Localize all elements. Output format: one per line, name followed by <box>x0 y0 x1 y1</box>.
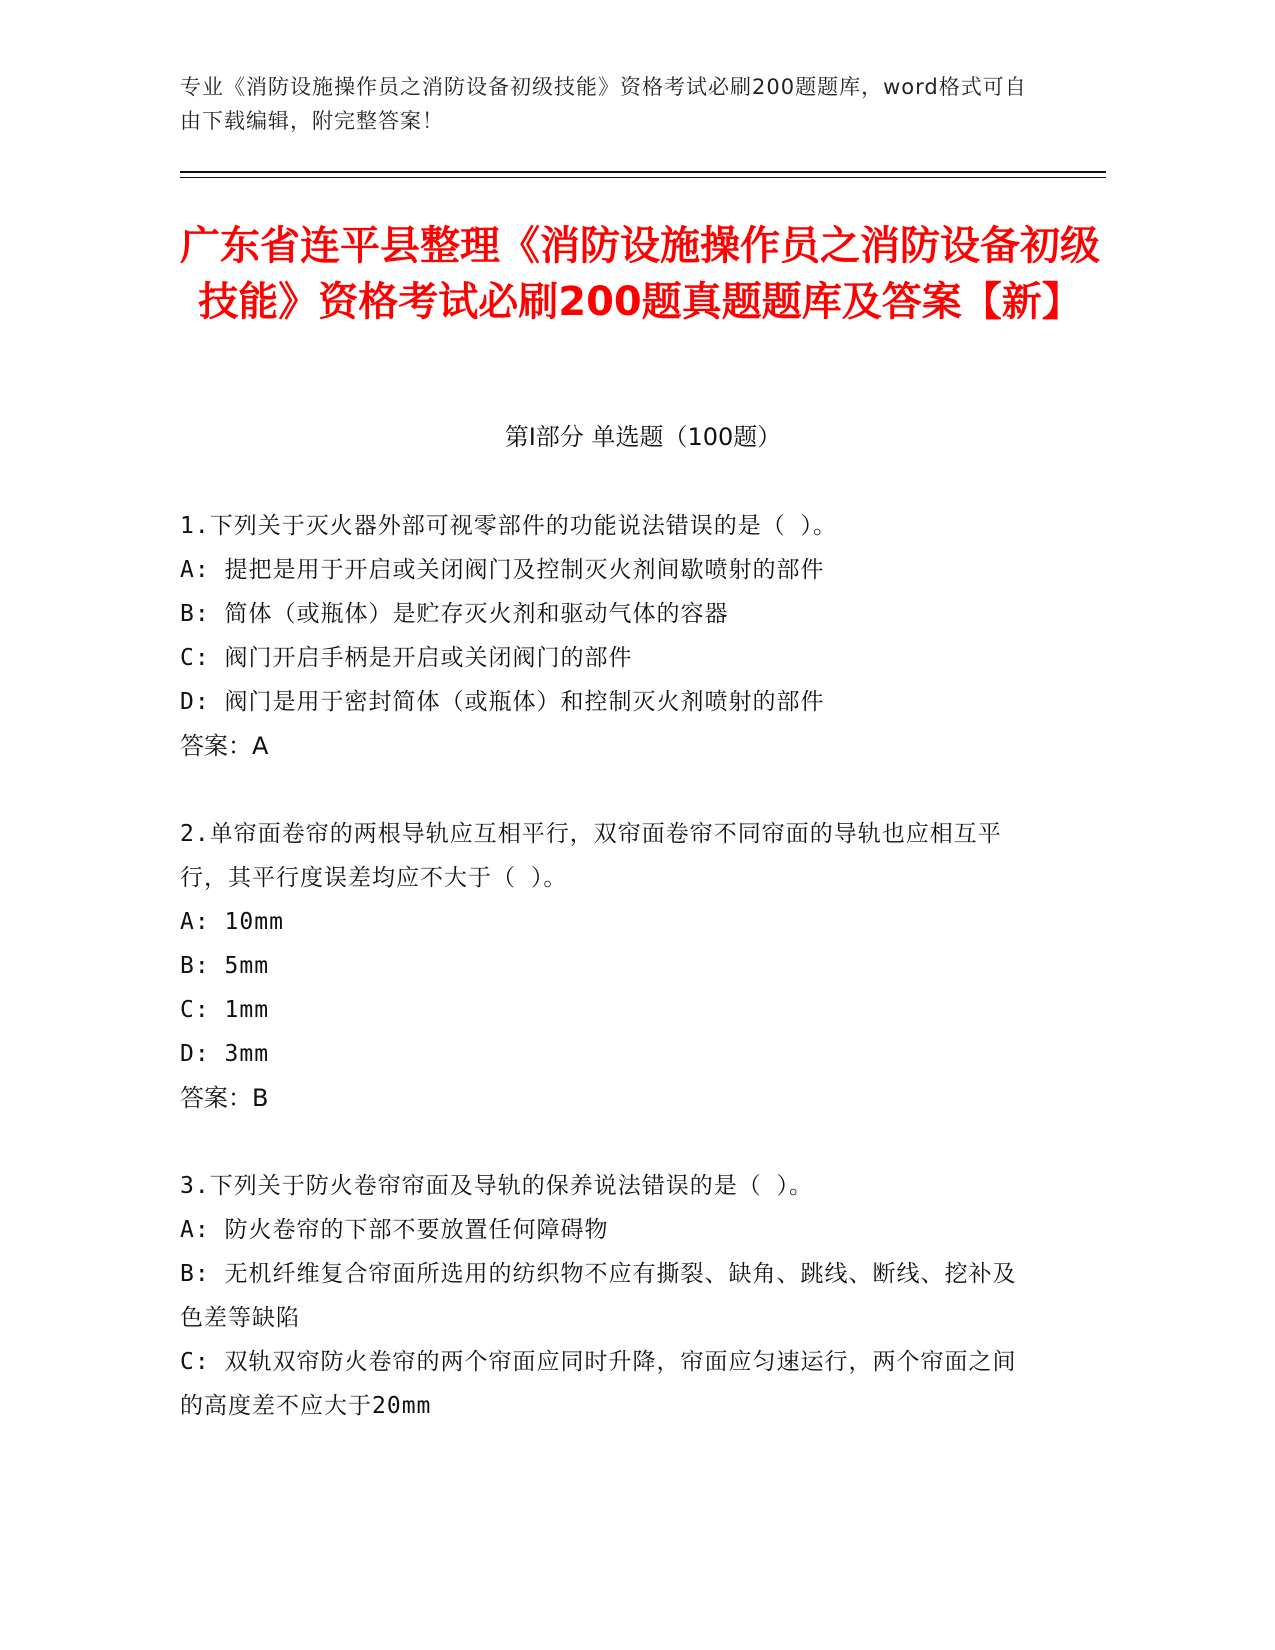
section-title: 第Ⅰ部分 单选题（100题） <box>504 423 782 451</box>
question-stem: 1.下列关于灭火器外部可视零部件的功能说法错误的是（ ）。 <box>180 513 838 539</box>
question-item <box>180 812 1030 1120</box>
document-title: 广东省连平县整理《消防设施操作员之消防设备初级技能》资格考试必刷200题真题题库及答案【新】 <box>180 223 1100 325</box>
question-answer: 答案：A <box>180 732 269 760</box>
question-item <box>180 504 1030 768</box>
header-divider-thick <box>180 171 1106 173</box>
question-list <box>180 504 1030 1472</box>
question-option: A: 提把是用于开启或关闭阀门及控制灭火剂间歇喷射的部件 <box>180 557 825 583</box>
question-option: A: 10mm <box>180 909 284 935</box>
header-divider-thin <box>180 177 1106 178</box>
question-option: D: 3mm <box>180 1041 270 1067</box>
question-answer: 答案：B <box>180 1084 269 1112</box>
question-option: D: 阀门是用于密封简体（或瓶体）和控制灭火剂喷射的部件 <box>180 689 825 715</box>
header-note: 专业《消防设施操作员之消防设备初级技能》资格考试必刷200题题库，word格式可自由下载编辑，附完整答案！ <box>180 75 1027 133</box>
question-option: B: 5mm <box>180 953 270 979</box>
question-option: C: 阀门开启手柄是开启或关闭阀门的部件 <box>180 645 633 671</box>
question-option: B: 简体（或瓶体）是贮存灭火剂和驱动气体的容器 <box>180 601 729 627</box>
question-item <box>180 1164 1030 1428</box>
question-option: A: 防火卷帘的下部不要放置任何障碍物 <box>180 1217 609 1243</box>
question-stem: 2.单帘面卷帘的两根导轨应互相平行，双帘面卷帘不同帘面的导轨也应相互平行，其平行度误差均应不大于（ ）。 <box>180 821 1002 891</box>
question-option: B: 无机纤维复合帘面所选用的纺织物不应有撕裂、缺角、跳线、断线、挖补及色差等缺陷 <box>180 1261 1017 1331</box>
question-option: C: 双轨双帘防火卷帘的两个帘面应同时升降，帘面应匀速运行，两个帘面之间的高度差不应大于20mm <box>180 1349 1017 1419</box>
question-option: C: 1mm <box>180 997 270 1023</box>
question-stem: 3.下列关于防火卷帘帘面及导轨的保养说法错误的是（ ）。 <box>180 1173 814 1199</box>
